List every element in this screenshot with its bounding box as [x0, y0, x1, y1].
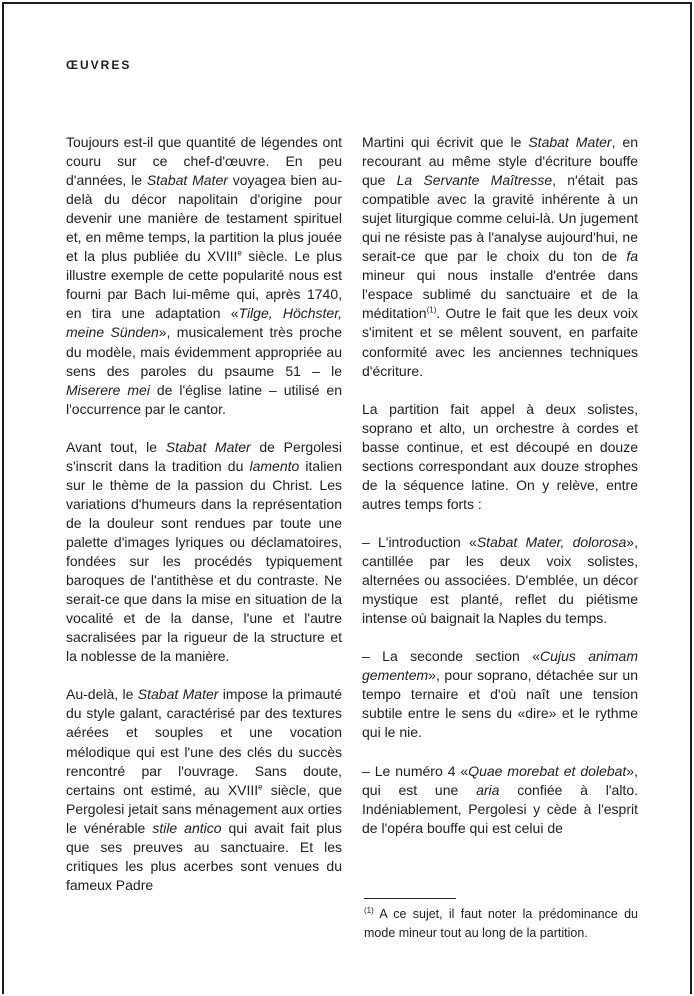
italic-term: lamento	[249, 457, 300, 474]
text-run: italien sur le thème de la passion du Christ. Les variations d'humeurs dans la représentation de la douleur sont rendues par toute une palette d'images lyriques ou déclamatoires, fondées sur les procédés typiquement baroques de l'antithèse et du contraste. Ne serait-ce que dans la mise en situation de la vocalité et de la danse, l'une et l'autre sacralisées par la rigueur de la structure et la noblesse de la manière.	[66, 457, 342, 665]
italic-term: fa	[626, 248, 638, 265]
italic-title: Stabat Mater	[528, 134, 612, 150]
footnote-divider	[364, 898, 456, 899]
italic-title: La Servante Maîtresse	[396, 172, 553, 189]
list-item	[362, 762, 638, 838]
footnote-marker: (1)	[364, 905, 374, 915]
list-item	[362, 647, 638, 742]
italic-title: Tilge, Höchster, meine Sünden	[66, 305, 343, 341]
italic-title: Stabat Mater	[165, 438, 251, 455]
text-run: – L'introduction «	[362, 533, 477, 550]
footnote-ref[interactable]: (1)	[426, 305, 437, 315]
right-column	[362, 133, 638, 857]
section-header: ŒUVRES	[66, 58, 132, 72]
list-item	[362, 533, 638, 628]
text-run: confiée à l'alto. Indéniablement, Pergolesi y cède à l'esprit de l'opéra bouffe qui est celui de	[362, 781, 638, 836]
paragraph	[66, 438, 342, 667]
text-run: . Outre le fait que les deux voix s'imitent et se mêlent souvent, en parfaite conformité avec les anciennes techniques d'écriture.	[362, 305, 638, 379]
footnote-text: A ce sujet, il faut noter la prédominance du mode mineur tout au long de la partition.	[364, 907, 638, 940]
italic-title: Stabat Mater, dolorosa	[476, 533, 627, 550]
text-run: siècle, que Pergolesi jetait sans ménagement aux orties le vénérable	[66, 781, 342, 836]
paragraph	[66, 685, 342, 895]
paragraph	[66, 133, 342, 419]
italic-term: stile antico	[152, 819, 222, 836]
text-run: , en recourant au même style d'écriture bouffe que	[362, 134, 639, 189]
superscript: e	[258, 781, 263, 791]
text-run: Martini qui écrivit que le	[362, 134, 529, 150]
italic-term: aria	[476, 781, 500, 798]
text-run: mineur qui nous installe d'entrée dans l'espace sublimé du sanctuaire et de la méditation	[362, 267, 638, 322]
text-run: siècle. Le plus illustre exemple de cette popularité nous est fourni par Bach lui-même qui, après 1740, en tira une adaptation «	[66, 248, 342, 322]
text-run: de l'église latine – utilisé en l'occurrence par le cantor.	[66, 381, 342, 417]
text-run: », cantillée par les deux voix solistes, alternées ou associées. D'emblée, un décor mystique est planté, reflet du piétisme intense où baignait la Naples du temps.	[362, 533, 638, 627]
text-run: Au-delà, le	[66, 686, 138, 703]
text-run: – Le numéro 4 «	[362, 762, 469, 779]
paragraph	[362, 133, 638, 381]
footnote	[364, 905, 638, 943]
italic-title: Cujus animam gementem	[362, 648, 638, 684]
left-column	[66, 133, 342, 914]
superscript: e	[237, 248, 242, 258]
text-run: – La seconde section «	[362, 648, 541, 665]
italic-title: Miserere mei	[66, 381, 150, 398]
italic-title: Stabat Mater	[146, 172, 228, 189]
text-run: », musicalement très proche du modèle, mais évidemment appropriée au sens des paroles du psaume 51 – le	[66, 324, 342, 379]
text-run: voyagea bien au-delà du décor napolitain d'origine pour devenir une manière de testament spirituel et, en même temps, la partition la plus jouée et la plus publiée du XVIII	[66, 172, 342, 265]
text-run: qui avait fait plus que ses preuves au sanctuaire. Et les critiques les plus acerbes sont venues du fameux Padre	[66, 819, 342, 893]
italic-title: Quae morebat et dolebat	[468, 762, 627, 779]
text-run: Toujours est-il que quantité de légendes ont couru sur ce chef-d'œuvre. En peu d'années, le	[66, 134, 342, 189]
text-run: , n'était pas compatible avec la gravité inhérente à un sujet liturgique comme celui-là. Un jugement qui ne résiste pas à l'analyse aujourd'hui, ne serait-ce que par le choix du ton de	[362, 172, 638, 265]
text-run: de Pergolesi s'inscrit dans la tradition du	[66, 438, 343, 474]
paragraph: La partition fait appel à deux solistes, soprano et alto, un orchestre à cordes et basse continue, et est découpé en douze sections correspondant aux douze strophes de la séquence latine. On y relève, entre autres temps forts :	[362, 400, 638, 512]
text-run: Avant tout, le	[66, 438, 166, 455]
text-run: », qui est une	[362, 762, 638, 798]
text-run: impose la primauté du style galant, caractérisé par des textures aérées et souples et une vocation mélodique qui est l'une des clés du succès rencontré par l'ouvrage. Sans doute, certains ont estimé, au XVIII	[66, 686, 343, 798]
text-run: », pour soprano, détachée sur un tempo ternaire et d'où naît une tension subtile entre le sens du «dire» et le rythme qui le nie.	[362, 667, 638, 741]
italic-title: Stabat Mater	[137, 686, 219, 703]
